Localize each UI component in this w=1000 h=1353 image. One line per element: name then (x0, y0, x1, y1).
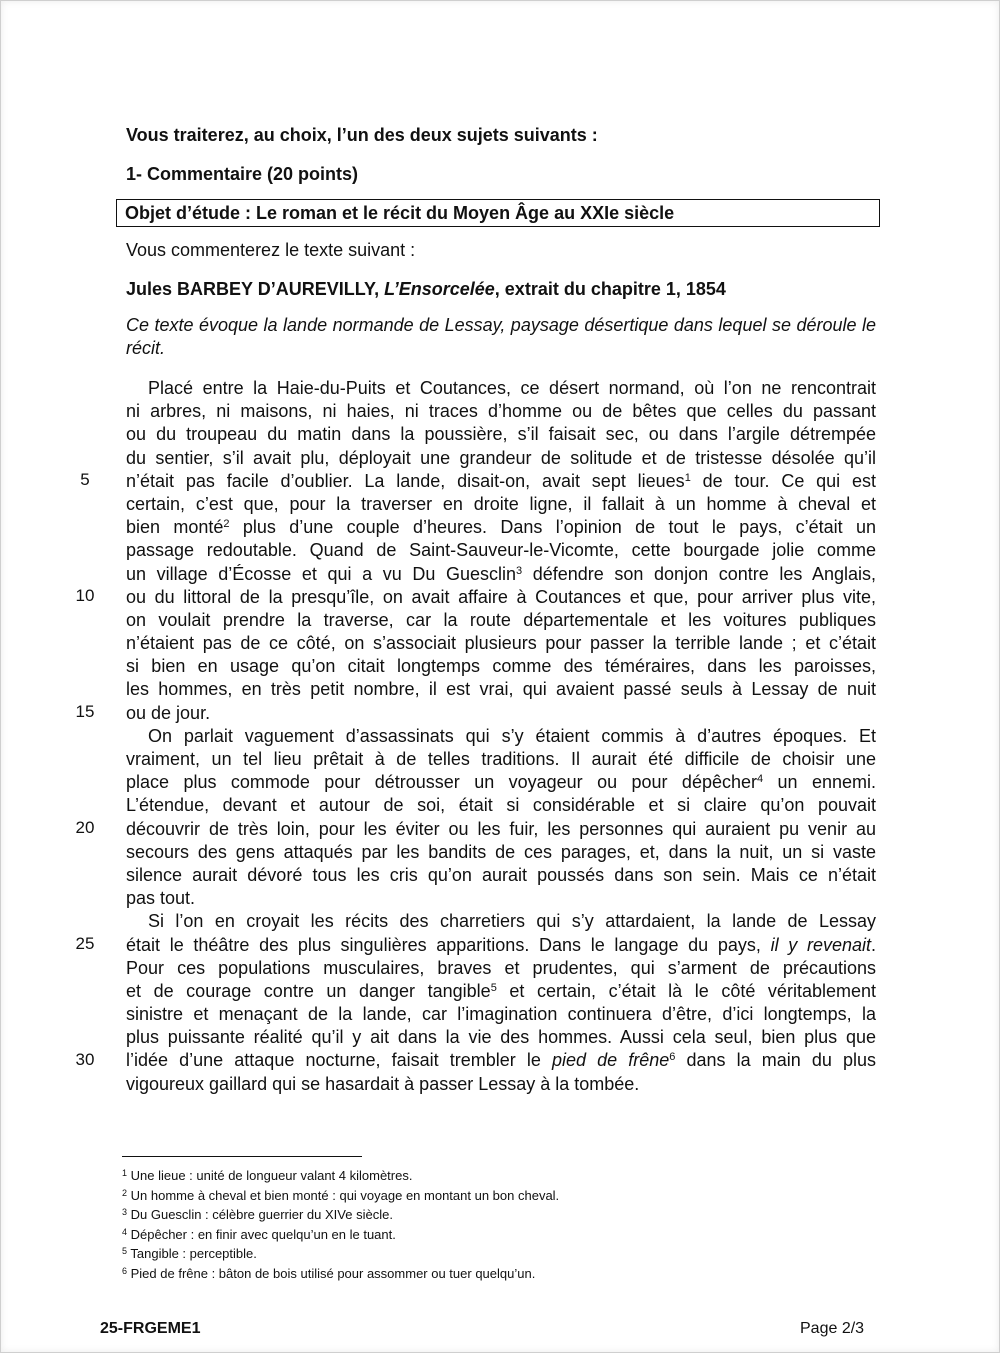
text-fragment: était le théâtre des plus singulières apparitions. Dans le langage du pays, (126, 934, 771, 955)
text-line (126, 980, 876, 1003)
note-ref-1: 1 (684, 471, 691, 484)
footnote-text: Pied de frêne : bâton de bois utilisé pour assommer ou tuer quelqu’un. (127, 1265, 536, 1281)
source-line (126, 279, 726, 300)
text-line: secours des gens attaqués par les bandits de ces parages, et, dans la nuit, un si vaste (126, 841, 876, 862)
text-line: silence aurait dévoré tous les cris qu’on aurait poussés dans son sein. Mais ce n’était (126, 864, 876, 885)
note-ref-2: 2 (223, 518, 230, 531)
footnote-text: Du Guesclin : célèbre guerrier du XIVe siècle. (127, 1207, 393, 1222)
text-fragment: de tour. Ce qui est (690, 470, 877, 491)
text-line: ou de jour. (126, 702, 211, 723)
text-line (126, 771, 876, 794)
footnote-number: 2 (122, 1187, 128, 1198)
source-work: L’Ensorcelée (384, 279, 495, 299)
text-fragment: plus d’une couple d’heures. Dans l’opinion de tout le pays, c’était un (229, 517, 876, 538)
text-line: certain, c’est que, pour la traverser en droite ligne, il fallait à un homme à cheval et (126, 493, 876, 514)
text-line: ni arbres, ni maisons, ni haies, ni traces d’homme ou de bêtes que celles du passant (126, 401, 876, 422)
text-fragment: un ennemi. (763, 772, 876, 793)
text-line: vraiment, un tel lieu prêtait à de telles traditions. Il aurait été difficile de choisir une (126, 749, 876, 769)
footnote-number: 1 (122, 1168, 128, 1178)
text-fragment: n’était pas facile d’oublier. La lande, disait-on, avait sept lieues (126, 470, 685, 491)
text-fragment-italic: pied de frêne (551, 1050, 670, 1071)
footnote-2 (122, 1186, 559, 1206)
footnote-number: 4 (122, 1226, 128, 1237)
note-ref-6: 6 (669, 1051, 676, 1064)
footnote-3 (122, 1205, 559, 1225)
line-number-25: 25 (75, 934, 95, 953)
extract-text (126, 377, 876, 1096)
text-line: du sentier, s’il avait plu, déployait une grandeur de solitude et de tristesse désolée qu’il (126, 447, 876, 468)
text-line: ou du littoral de la presqu’île, on avait affaire à Coutances et que, pour arriver plus vite, (126, 586, 876, 607)
page-number: Page 2/3 (800, 1320, 865, 1337)
objet-etude-box: Objet d’étude : Le roman et le récit du Moyen Âge au XXIe siècle (116, 199, 880, 227)
footnote-4 (122, 1225, 559, 1245)
source-author: Jules BARBEY D’AUREVILLY, (126, 279, 385, 299)
line-number-15: 15 (75, 702, 95, 721)
footnote-1 (122, 1166, 559, 1186)
text-line: ou du troupeau du matin dans la poussière, s’il faisait sec, ou dans l’argile détrempée (126, 424, 876, 445)
text-line: vigoureux gaillard qui se hasardait à passer Lessay à la tombée. (126, 1073, 640, 1094)
text-fragment: et de courage contre un danger tangible (126, 980, 491, 1001)
footnote-number: 3 (122, 1207, 128, 1217)
intro-text: Ce texte évoque la lande normande de Lessay, paysage désertique dans lequel se déroule le récit. (126, 315, 876, 358)
note-ref-5: 5 (490, 981, 497, 994)
text-line: Pour ces populations musculaires, braves et prudentes, qui s’arment de précautions (126, 957, 876, 978)
line-number-20: 20 (75, 818, 95, 837)
note-ref-4: 4 (757, 773, 764, 786)
text-line: découvrir de très loin, pour les éviter ou les fuir, les personnes qui auraient pu venir au (126, 818, 876, 839)
text-line (126, 1049, 876, 1072)
text-line: Placé entre la Haie-du-Puits et Coutances, ce désert normand, où l’on ne rencontrait (148, 378, 876, 398)
text-fragment: l’idée d’une attaque nocturne, faisait trembler le (126, 1050, 552, 1071)
text-fragment: dans la main du plus (675, 1050, 876, 1071)
text-line: plus puissante réalité qu’il y ait dans la vie des hommes. Aussi cela seul, bien plus que (126, 1027, 876, 1048)
footnote-5 (122, 1244, 559, 1264)
line-number-5: 5 (80, 470, 90, 489)
subject-title: 1- Commentaire (20 points) (126, 164, 359, 184)
instruction-heading: Vous traiterez, au choix, l’un des deux sujets suivants : (126, 125, 598, 145)
footnote-text: Une lieue : unité de longueur valant 4 kilomètres. (127, 1168, 413, 1183)
footnotes (122, 1166, 559, 1283)
text-line (126, 516, 876, 539)
text-line (126, 934, 876, 957)
text-line: On parlait vaguement d’assassinats qui s’y étaient commis à d’autres époques. Et (148, 725, 876, 746)
text-fragment: défendre son donjon contre les Anglais, (522, 563, 876, 584)
footnote-text: Un homme à cheval et bien monté : qui voyage en montant un bon cheval. (127, 1187, 560, 1203)
prompt-text: Vous commenterez le texte suivant : (126, 240, 416, 260)
document-code: 25-FRGEME1 (100, 1320, 201, 1337)
footnote-number: 6 (122, 1265, 128, 1276)
text-fragment: et certain, c’était là le côté véritablement (496, 980, 876, 1001)
footnote-text: Tangible : perceptible. (127, 1246, 257, 1261)
footnote-separator (122, 1156, 362, 1157)
text-fragment: . (870, 934, 876, 955)
note-ref-3: 3 (516, 564, 523, 577)
text-line: passage redoutable. Quand de Saint-Sauveur-le-Vicomte, cette bourgade jolie comme (126, 540, 876, 561)
text-fragment: place plus commode pour détrousser un voyageur ou pour dépêcher (126, 772, 757, 793)
footnote-number: 5 (122, 1246, 128, 1256)
text-line (126, 470, 876, 493)
text-line: on voulait prendre la traverse, car la route départementale et les voitures publiques (126, 609, 876, 630)
text-line: les hommes, en très petit nombre, il est vrai, qui avaient passé seuls à Lessay de nuit (126, 679, 876, 700)
text-fragment-italic: il y revenait (770, 934, 871, 955)
text-fragment: un village d’Écosse et qui a vu Du Guesclin (126, 563, 517, 584)
text-line: si bien en usage qu’on citait longtemps comme des téméraires, dans les paroisses, (126, 656, 876, 677)
source-extract: , extrait du chapitre 1, 1854 (494, 279, 726, 299)
text-line: L’étendue, devant et autour de soi, était si considérable et si claire qu’on pouvait (126, 795, 876, 816)
line-number-10: 10 (75, 586, 95, 605)
text-fragment: bien monté (126, 517, 224, 538)
text-line: n’étaient pas de ce côté, on s’associait plusieurs pour passer la terrible lande ; et c’était (126, 633, 876, 654)
footnote-6 (122, 1264, 559, 1284)
footnote-text: Dépêcher : en finir avec quelqu’un en le tuant. (127, 1226, 396, 1242)
text-line: Si l’on en croyait les récits des charretiers qui s’y attardaient, la lande de Lessay (148, 911, 876, 932)
text-line: sinistre et menaçant de la lande, car l’imagination continuera d’être, d’ici longtemps, la (126, 1004, 876, 1025)
line-number-30: 30 (75, 1050, 95, 1069)
text-line (126, 563, 876, 586)
text-line: pas tout. (126, 888, 196, 909)
